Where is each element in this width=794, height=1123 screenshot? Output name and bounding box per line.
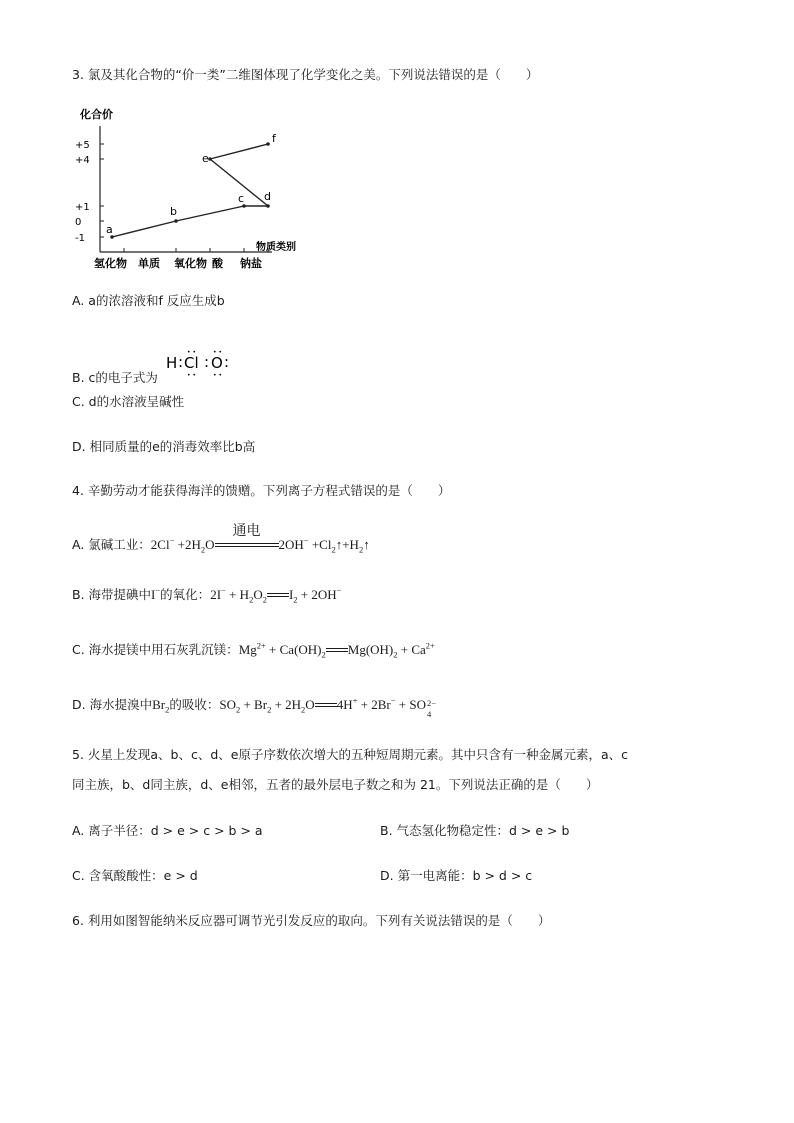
lewis-o-top-dots: • • [212,349,222,356]
q5-option-c[interactable]: C. 含氧酸酸性：e > d [72,868,198,883]
q4-option-c[interactable] [72,641,435,659]
q3-option-a[interactable]: A. a的浓溶液和f 反应生成b [72,293,225,308]
q3-option-b-text: B. c的电子式为 [72,370,158,385]
series-segment-a-b [112,221,176,237]
lewis-o-right-colon: : [223,353,229,371]
point-label-d: d [264,190,271,203]
y-tick-label: 0 [75,217,82,228]
point-label-a: a [106,223,113,236]
question-3-stem: 3. 氯及其化合物的“价一类”二维图体现了化学变化之美。下列说法错误的是（ ） [72,67,539,82]
point-f [266,142,270,146]
question-4-stem: 4. 辛勤劳动才能获得海洋的馈赠。下列离子方程式错误的是（ ） [72,483,451,498]
point-label-e: e [202,152,209,165]
electrolysis-condition: 通电 [232,523,261,539]
question-6-stem: 6. 利用如图智能纳米反应器可调节光引发反应的取向。下列有关说法错误的是（ ） [72,913,551,928]
lewis-cl-top-dots: • • [186,349,196,356]
point-d [266,204,270,208]
q3-option-d[interactable]: D. 相同质量的e的消毒效率比b高 [72,439,256,454]
hclo-lewis-structure [164,348,236,378]
q5-option-d[interactable]: D. 第一电离能：b > d > c [380,868,533,883]
point-label-b: b [170,205,177,218]
x-tick-label: 单质 [138,257,160,270]
y-tick-label: +4 [75,155,90,166]
x-tick-label: 氢化物 [94,257,127,270]
lewis-cl: Cl [183,354,199,372]
lewis-cl-bottom-dots: • • [186,372,196,378]
q4-option-a-label: A. 氯碱工业： [72,537,151,552]
series-segment-e-f [210,144,268,159]
x-tick-label: 酸 [212,257,223,270]
x-axis-label: 物质类别 [256,242,296,253]
valence-class-chart [72,104,312,274]
lewis-colon-2: : [203,353,209,371]
y-tick-label: +1 [75,202,90,213]
point-label-f: f [272,132,276,145]
question-5-stem-line-2: 同主族，b、d同主族，d、e相邻，五者的最外层电子数之和为 21。下列说法正确的是（ ） [72,777,599,792]
y-tick-label: +5 [75,140,90,151]
q3-option-c[interactable]: C. d的水溶液呈碱性 [72,394,185,409]
series-segment-b-c [176,206,244,221]
x-tick-label: 氧化物 [174,257,207,270]
q5-option-a[interactable]: A. 离子半径：d > e > c > b > a [72,823,263,838]
point-b [174,219,178,223]
q4-option-a[interactable] [72,523,370,555]
point-label-c: c [238,192,245,205]
bromine-formula: $Br_2$ [152,697,170,715]
x-tick-label: 钠盐 [240,257,262,270]
lewis-h: H [165,354,178,372]
q5-option-b[interactable]: B. 气态氢化物稳定性：d > e > b [380,823,570,838]
q4-option-d-mid: 的吸收： [169,697,220,712]
lewis-o-bottom-dots: • • [212,372,222,378]
q4-option-b-equation: $2I^- + H_2O_2$ $I_2 + 2OH^-$ [210,585,342,605]
q4-option-b-mid: 的氧化： [160,587,211,602]
iodide-ion: I− [151,585,161,602]
q4-option-d-label: D. 海水提溴中 [72,697,153,712]
y-axis-label: 化合价 [80,108,113,121]
question-5-stem-line-1: 5. 火星上发现a、b、c、d、e原子序数依次增大的五种短周期元素。其中只含有一种金属元素，a、c [72,747,629,762]
q4-option-c-label: C. 海水提镁中用石灰乳沉镁： [72,642,239,657]
q4-option-b-label: B. 海带提碘中 [72,587,152,602]
q4-option-b[interactable] [72,586,341,604]
q3-option-b[interactable] [72,348,236,387]
electrolysis-arrow [215,523,279,554]
q4-option-d[interactable] [72,695,438,719]
y-tick-label: -1 [75,233,85,244]
lewis-o: O [210,354,223,372]
lewis-colon-1: : [177,353,183,371]
q4-option-c-equation: $Mg^{2+} + Ca(OH)_2$ $Mg(OH)_2 + Ca^{2+}$ [238,640,435,660]
q4-option-d-equation: $SO_2 + Br_2 + 2H_2O$ 4H+ + 2Br− + SO 2− 4 [219,695,437,719]
q4-option-a-equation: $2Cl^- +2H_2O$ 通电 $2OH^- +Cl_2↑+H_2↑$ [150,523,370,555]
